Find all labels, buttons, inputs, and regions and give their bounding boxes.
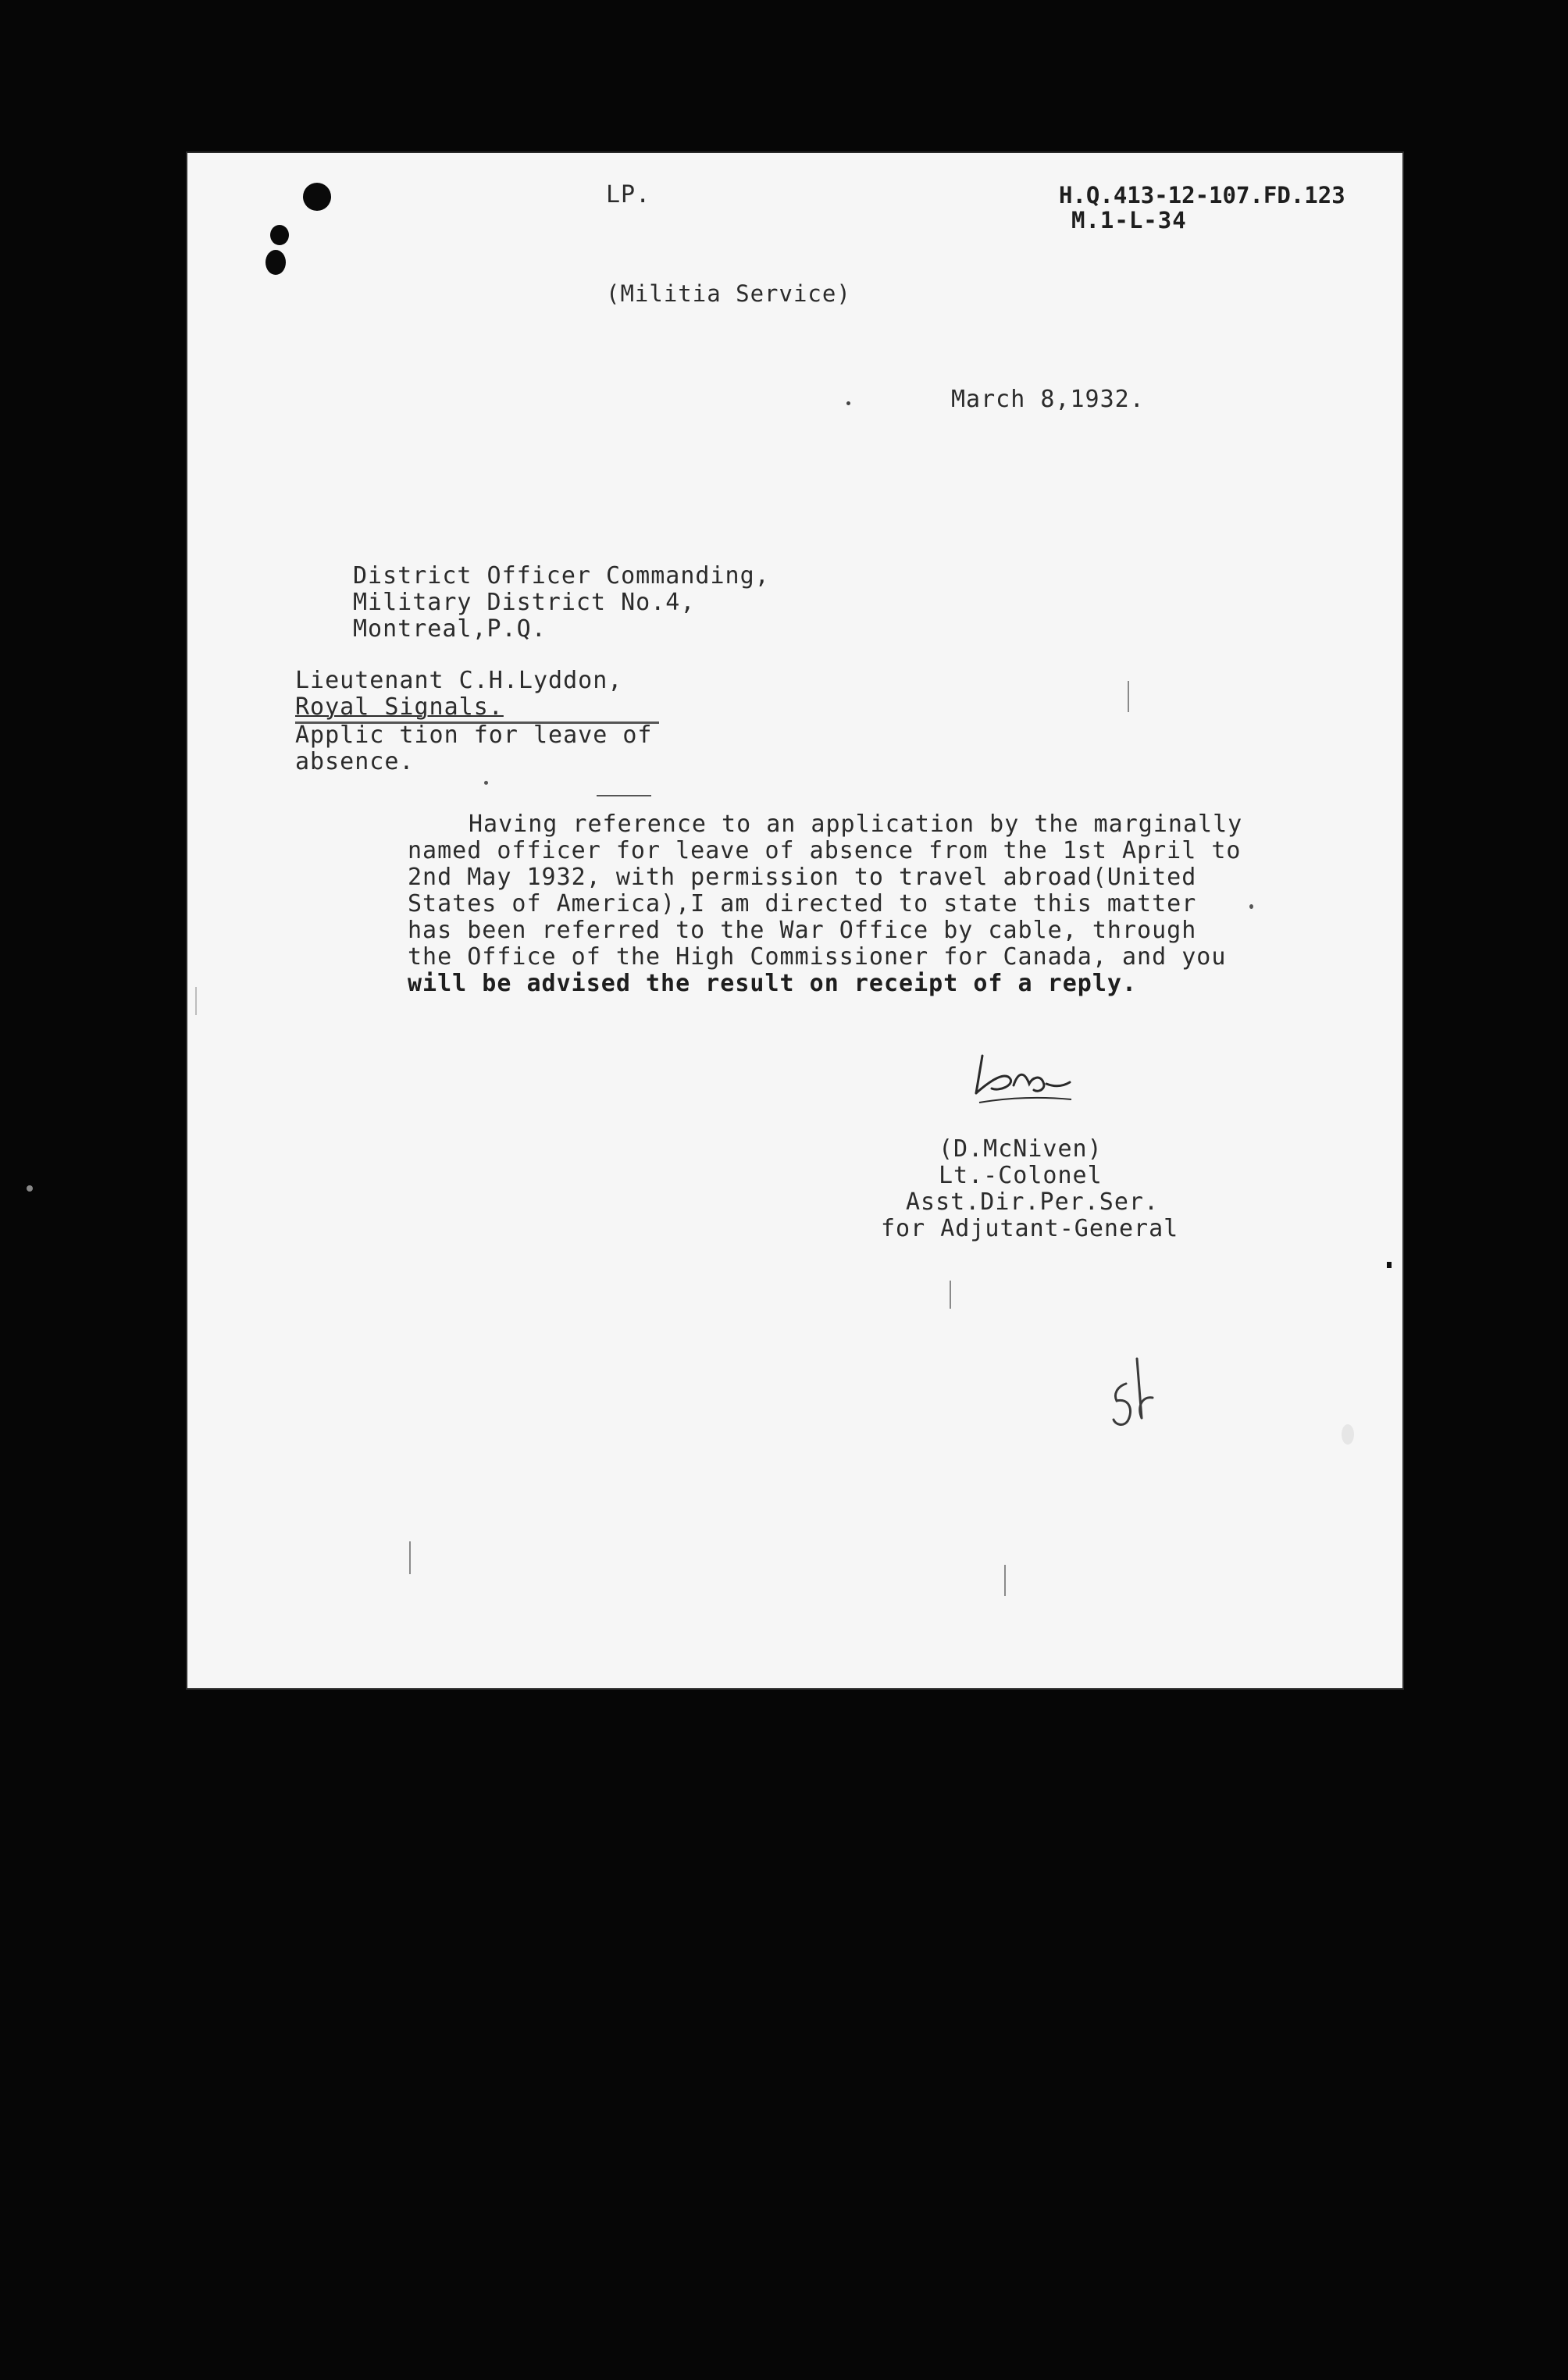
scan-mark bbox=[195, 987, 197, 1015]
paper-speck bbox=[1342, 1424, 1354, 1445]
scan-mark bbox=[950, 1281, 951, 1309]
addressee-line: District Officer Commanding, bbox=[353, 562, 770, 590]
body-line: named officer for leave of absence from the 1st April to bbox=[408, 837, 1242, 864]
body-line: Having reference to an application by the marginally bbox=[469, 811, 1243, 838]
subject-matter: absence. bbox=[295, 748, 415, 775]
scan-mark bbox=[409, 1541, 411, 1574]
letter-page bbox=[187, 153, 1402, 1688]
file-reference-secondary: M.1-L-34 bbox=[1071, 207, 1187, 233]
typist-initials: LP. bbox=[606, 181, 651, 208]
punch-hole-mark bbox=[265, 250, 286, 275]
addressee-line: Military District No.4, bbox=[353, 589, 696, 616]
film-speck bbox=[27, 1185, 33, 1192]
scan-mark bbox=[1128, 681, 1129, 712]
addressee-line: Montreal,P.Q. bbox=[353, 615, 547, 643]
subject-officer: Lieutenant C.H.Lyddon, bbox=[295, 667, 623, 694]
short-divider bbox=[597, 795, 651, 796]
paper-speck bbox=[846, 401, 850, 405]
punch-hole-mark bbox=[303, 183, 331, 211]
paper-speck bbox=[1249, 904, 1253, 909]
letter-date: March 8,1932. bbox=[951, 386, 1145, 413]
signatory-rank: Lt.-Colonel bbox=[939, 1162, 1103, 1189]
scan-mark bbox=[1387, 1262, 1392, 1268]
body-line: has been referred to the War Office by cable, through bbox=[408, 917, 1197, 944]
subject-unit: Royal Signals. bbox=[295, 693, 504, 721]
signatory-title: Asst.Dir.Per.Ser. bbox=[906, 1188, 1160, 1216]
body-line: will be advised the result on receipt of a reply. bbox=[408, 970, 1138, 997]
body-line: the Office of the High Commissioner for Canada, and you bbox=[408, 943, 1227, 971]
punch-hole-mark bbox=[270, 225, 289, 245]
scan-mark bbox=[1004, 1565, 1006, 1596]
signatory-authority: for Adjutant-General bbox=[881, 1215, 1179, 1242]
handwritten-initials bbox=[968, 1048, 1078, 1110]
handwritten-page-number bbox=[1106, 1352, 1168, 1438]
paper-speck bbox=[484, 781, 488, 785]
signatory-name: (D.McNiven) bbox=[939, 1135, 1103, 1163]
file-reference: H.Q.413-12-107.FD.123 bbox=[1059, 182, 1345, 208]
subject-matter: Applic tion for leave of bbox=[295, 721, 653, 749]
service-heading: (Militia Service) bbox=[606, 280, 851, 307]
body-line: 2nd May 1932, with permission to travel abroad(United bbox=[408, 864, 1197, 891]
body-line: States of America),I am directed to state this matter bbox=[408, 890, 1197, 917]
